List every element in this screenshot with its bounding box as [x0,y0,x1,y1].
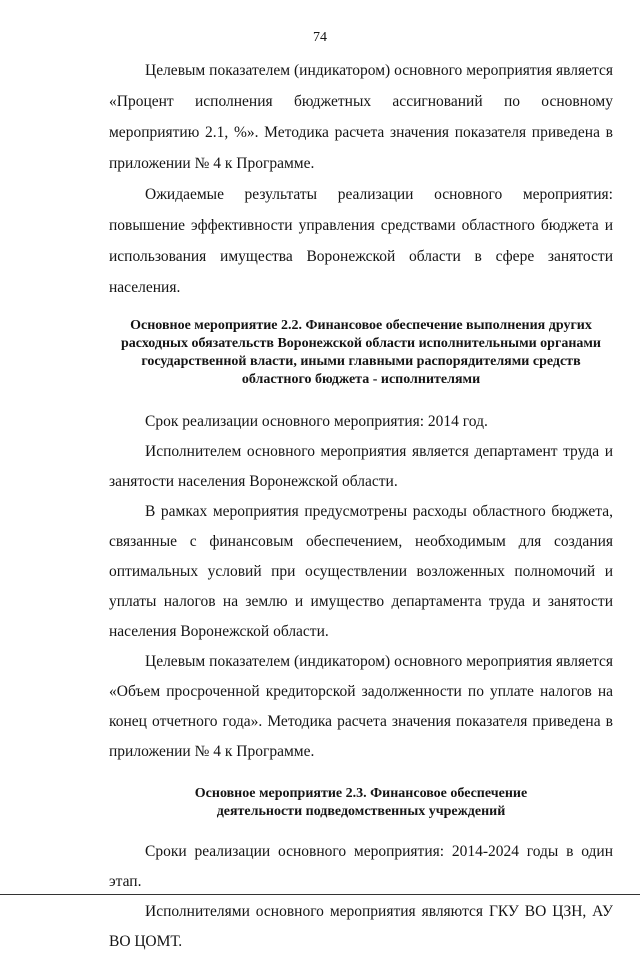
paragraph-target-indicator-2-1: Целевым показателем (индикатором) основного мероприятия является «Процент исполнения бюджетных ассигнований по основному мероприятию 2.1, %». Методика расчета значения показателя приведена в приложении № 4 к Программе. [109,62,613,172]
footer-divider [0,894,640,895]
heading-activity-2-3: Основное мероприятие 2.3. Финансовое обеспечение деятельности подведомственных учреждений [194,786,528,819]
paragraph-budget-expenses: В рамках мероприятия предусмотрены расходы областного бюджета, связанные с финансовым обеспечением, необходимым для создания оптимальных условий при осуществлении возложенных полномочий и уплаты налогов на землю и имущество департамента труда и занятости населения Воронежской области. [109,503,613,640]
heading-activity-2-2: Основное мероприятие 2.2. Финансовое обеспечение выполнения других расходных обязательств Воронежской области исполнительными органами государственной власти, иными главными распорядителями средств областного бюджета - исполнителями [121,318,601,387]
page-number: 74 [313,30,327,45]
document-body [109,55,613,957]
paragraph-expected-results: Ожидаемые результаты реализации основного мероприятия: повышение эффективности управления средствами областного бюджета и использования имущества Воронежской области в сфере занятости населения. [109,186,613,296]
paragraph-executors-2-3: Исполнителями основного мероприятия являются ГКУ ВО ЦЗН, АУ ВО ЦОМТ. [109,903,613,950]
paragraph-term-2-3: Сроки реализации основного мероприятия: 2014-2024 годы в один этап. [109,843,613,890]
paragraph-executor-2-2: Исполнителем основного мероприятия является департамент труда и занятости населения Воронежской области. [109,443,613,490]
paragraph-target-indicator-2-2: Целевым показателем (индикатором) основного мероприятия является «Объем просроченной кредиторской задолженности по уплате налогов на конец отчетного года». Методика расчета значения показателя приведена в приложении № 4 к Программе. [109,653,613,760]
paragraph-term-2-2: Срок реализации основного мероприятия: 2014 год. [145,413,488,430]
